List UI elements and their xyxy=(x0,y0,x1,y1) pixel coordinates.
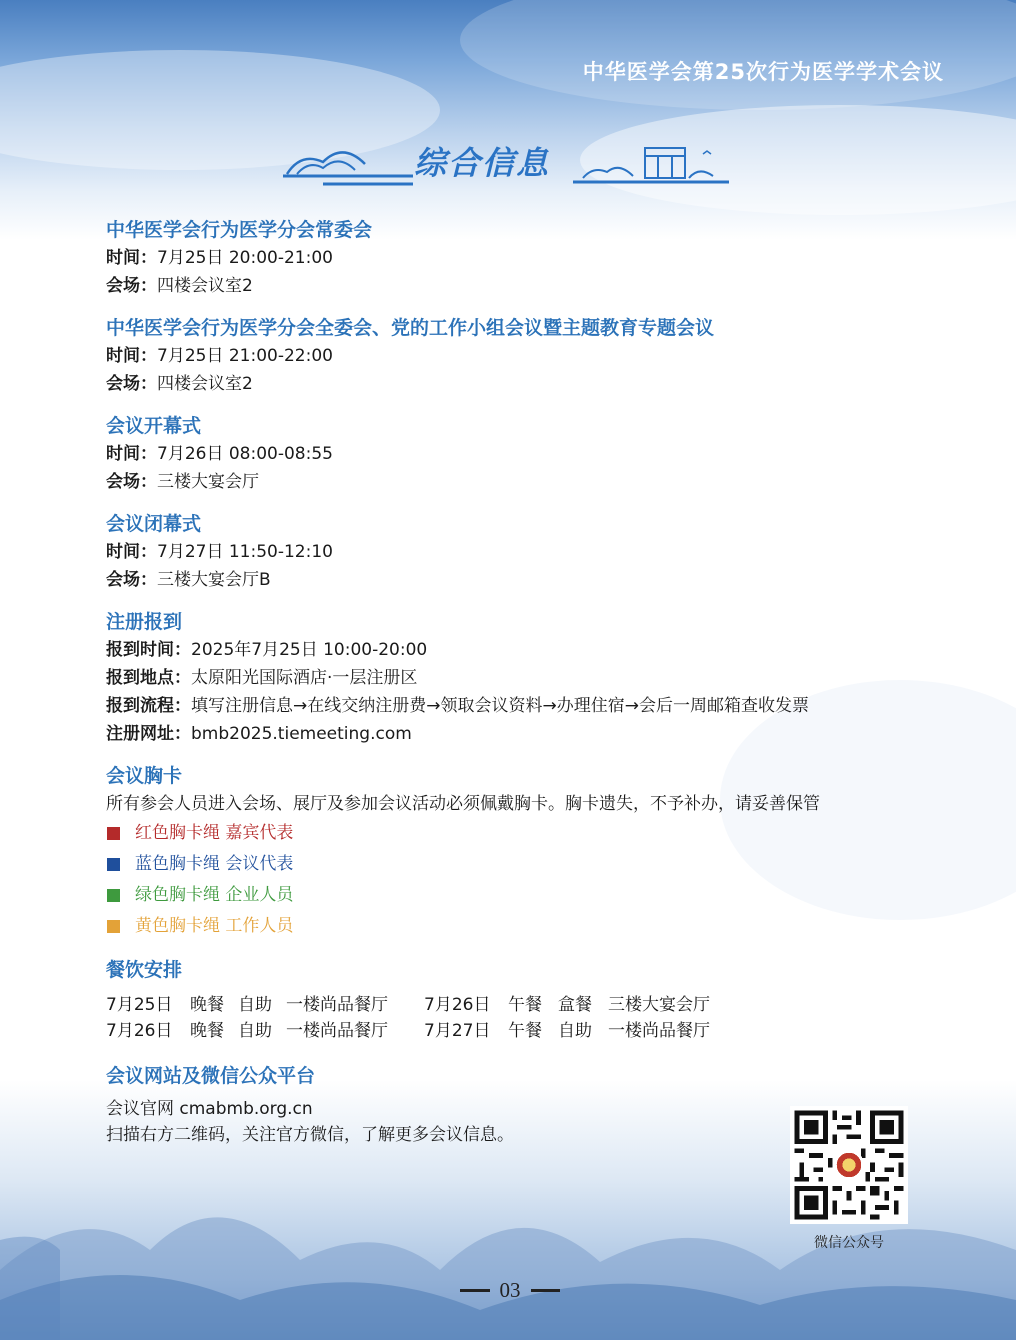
badge-heading: 会议胸卡 xyxy=(106,765,183,787)
badge-item-yellow xyxy=(106,911,946,942)
closing-ceremony-time: 时间：7月27日 11:50-12:10 xyxy=(106,542,333,562)
section-banner-title: 综合信息 xyxy=(414,144,551,182)
standing-committee-heading: 中华医学会行为医学分会常委会 xyxy=(106,219,373,241)
meal-style: 盒餐 xyxy=(558,995,592,1015)
meal-date: 7月26日 xyxy=(424,995,491,1015)
meal-type: 午餐 xyxy=(508,995,542,1015)
meal-style: 自助 xyxy=(238,1021,272,1041)
meal-place: 一楼尚品餐厅 xyxy=(286,1021,388,1041)
conference-title: 中华医学会第25次行为医学学术会议 xyxy=(582,60,944,84)
opening-ceremony-time: 时间：7月26日 08:00-08:55 xyxy=(106,444,333,464)
opening-ceremony-heading: 会议开幕式 xyxy=(106,415,202,437)
full-committee-time: 时间：7月25日 21:00-22:00 xyxy=(106,346,333,366)
badge-item-green xyxy=(106,880,946,911)
badge-description: 所有参会人员进入会场、展厅及参加会议活动必须佩戴胸卡。胸卡遗失，不予补办，请妥善保管 xyxy=(106,794,820,814)
badge-item-label: 蓝色胸卡绳 会议代表 xyxy=(135,854,294,874)
registration-time: 报到时间：2025年7月25日 10:00-20:00 xyxy=(106,640,428,660)
registration-flow: 报到流程：填写注册信息→在线交纳注册费→领取会议资料→办理住宿→会后一周邮箱查收发票 xyxy=(106,696,809,716)
badge-item-red xyxy=(106,818,946,849)
standing-committee-time: 时间：7月25日 20:00-21:00 xyxy=(106,248,333,268)
blue-square-icon xyxy=(107,858,120,871)
wechat-scan-hint: 扫描右方二维码，关注官方微信，了解更多会议信息。 xyxy=(106,1125,514,1145)
badge-item-label: 绿色胸卡绳 企业人员 xyxy=(135,885,294,905)
closing-ceremony-heading: 会议闭幕式 xyxy=(106,513,202,535)
info-content xyxy=(106,216,946,1148)
meal-date: 7月25日 xyxy=(106,995,173,1015)
dining-heading: 餐饮安排 xyxy=(106,959,183,981)
registration-heading: 注册报到 xyxy=(106,611,183,633)
green-square-icon xyxy=(107,889,120,902)
registration-place: 报到地点：太原阳光国际酒店·一层注册区 xyxy=(106,668,418,688)
yellow-square-icon xyxy=(107,920,120,933)
meal-place: 一楼尚品餐厅 xyxy=(608,1021,710,1041)
badge-item-label: 黄色胸卡绳 工作人员 xyxy=(135,916,294,936)
opening-ceremony-venue: 会场：三楼大宴会厅 xyxy=(106,472,259,492)
page-number xyxy=(450,1278,570,1303)
page-number-text: 03 xyxy=(499,1278,521,1302)
page-number-dash-left xyxy=(460,1289,490,1292)
dining-row xyxy=(106,992,946,1018)
standing-committee-venue: 会场：四楼会议室2 xyxy=(106,276,253,296)
wechat-qr-code[interactable] xyxy=(790,1106,908,1224)
meal-style: 自助 xyxy=(558,1021,592,1041)
red-square-icon xyxy=(107,827,120,840)
closing-ceremony-venue: 会场：三楼大宴会厅B xyxy=(106,570,271,590)
meal-place: 三楼大宴会厅 xyxy=(608,995,710,1015)
meal-type: 晚餐 xyxy=(190,995,224,1015)
meal-date: 7月26日 xyxy=(106,1021,173,1041)
full-committee-venue: 会场：四楼会议室2 xyxy=(106,374,253,394)
meal-date: 7月27日 xyxy=(424,1021,491,1041)
meal-style: 自助 xyxy=(238,995,272,1015)
meal-type: 晚餐 xyxy=(190,1021,224,1041)
dining-row xyxy=(106,1018,946,1044)
meal-type: 午餐 xyxy=(508,1021,542,1041)
meal-place: 一楼尚品餐厅 xyxy=(286,995,388,1015)
registration-url: 注册网址：bmb2025.tiemeeting.com xyxy=(106,724,412,744)
full-committee-heading: 中华医学会行为医学分会全委会、党的工作小组会议暨主题教育专题会议 xyxy=(106,317,715,339)
page-number-dash-right xyxy=(531,1289,561,1292)
badge-item-label: 红色胸卡绳 嘉宾代表 xyxy=(135,823,294,843)
qr-caption: 微信公众号 xyxy=(814,1235,884,1251)
website-heading: 会议网站及微信公众平台 xyxy=(106,1065,316,1087)
registration-url-link[interactable]: bmb2025.tiemeeting.com xyxy=(191,724,412,744)
website-url[interactable]: 会议官网 cmabmb.org.cn xyxy=(106,1099,313,1119)
badge-item-blue xyxy=(106,849,946,880)
